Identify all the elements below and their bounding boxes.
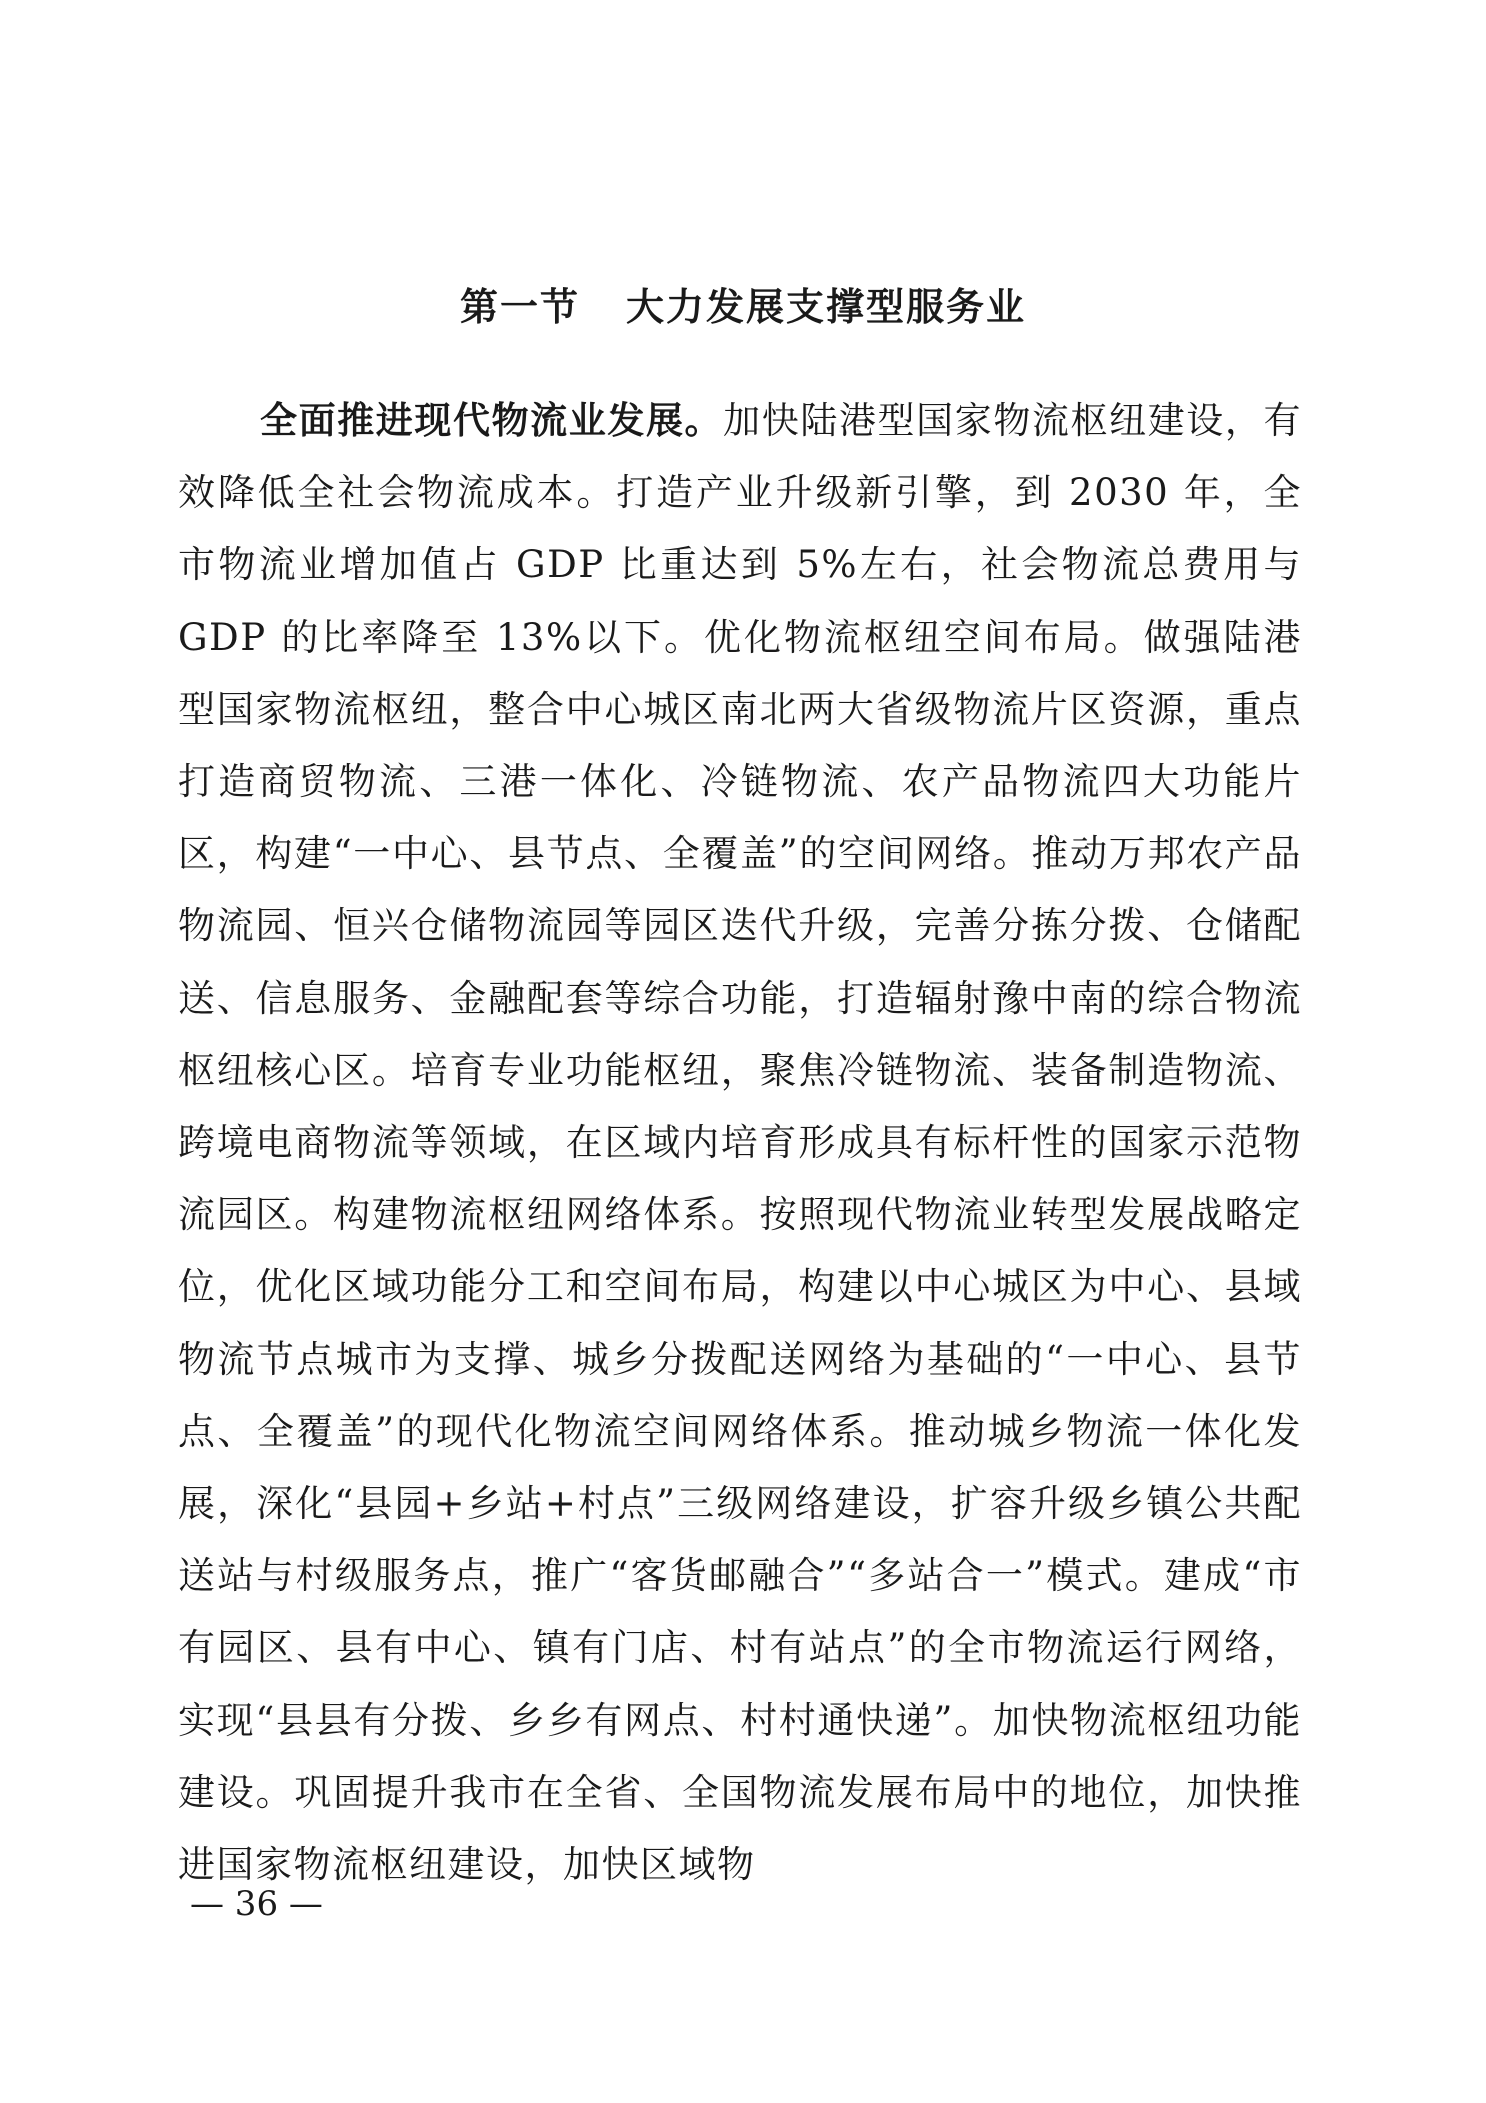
section-heading: [0, 282, 1486, 332]
section-number: 第一节: [459, 284, 580, 329]
paragraph-lead: 全面推进现代物流业发展。: [260, 398, 724, 442]
body-paragraph: [178, 384, 1302, 1901]
page-number: — 36 —: [190, 1884, 323, 1924]
section-title: 大力发展支撑型服务业: [626, 284, 1027, 329]
paragraph-text: 加快陆港型国家物流枢纽建设，有效降低全社会物流成本。打造产业升级新引擎，到 2030 年，全市物流业增加值占 GDP 比重达到 5%左右，社会物流总费用与 GDP 的比率降至 13%以下。优化物流枢纽空间布局。做强陆港型国家物流枢纽，整合中心城区南北两大省级物流片区资源，重点打造商贸物流、三港一体化、冷链物流、农产品物流四大功能片区，构建“一中心、县节点、全覆盖”的空间网络。推动万邦农产品物流园、恒兴仓储物流园等园区迭代升级，完善分拣分拨、仓储配送、信息服务、金融配套等综合功能，打造辐射豫中南的综合物流枢纽核心区。培育专业功能枢纽，聚焦冷链物流、装备制造物流、跨境电商物流等领域，在区域内培育形成具有标杆性的国家示范物流园区。构建物流枢纽网络体系。按照现代物流业转型发展战略定位，优化区域功能分工和空间布局，构建以中心城区为中心、县域物流节点城市为支撑、城乡分拨配送网络为基础的“一中心、县节点、全覆盖”的现代化物流空间网络体系。推动城乡物流一体化发展，深化“县园+乡站+村点”三级网络建设，扩容升级乡镇公共配送站与村级服务点，推广“客货邮融合”“多站合一”模式。建成“市有园区、县有中心、镇有门店、村有站点”的全市物流运行网络，实现“县县有分拨、乡乡有网点、村村通快递”。加快物流枢纽功能建设。巩固提升我市在全省、全国物流发展布局中的地位，加快推进国家物流枢纽建设，加快区域物: [178, 399, 1303, 1887]
